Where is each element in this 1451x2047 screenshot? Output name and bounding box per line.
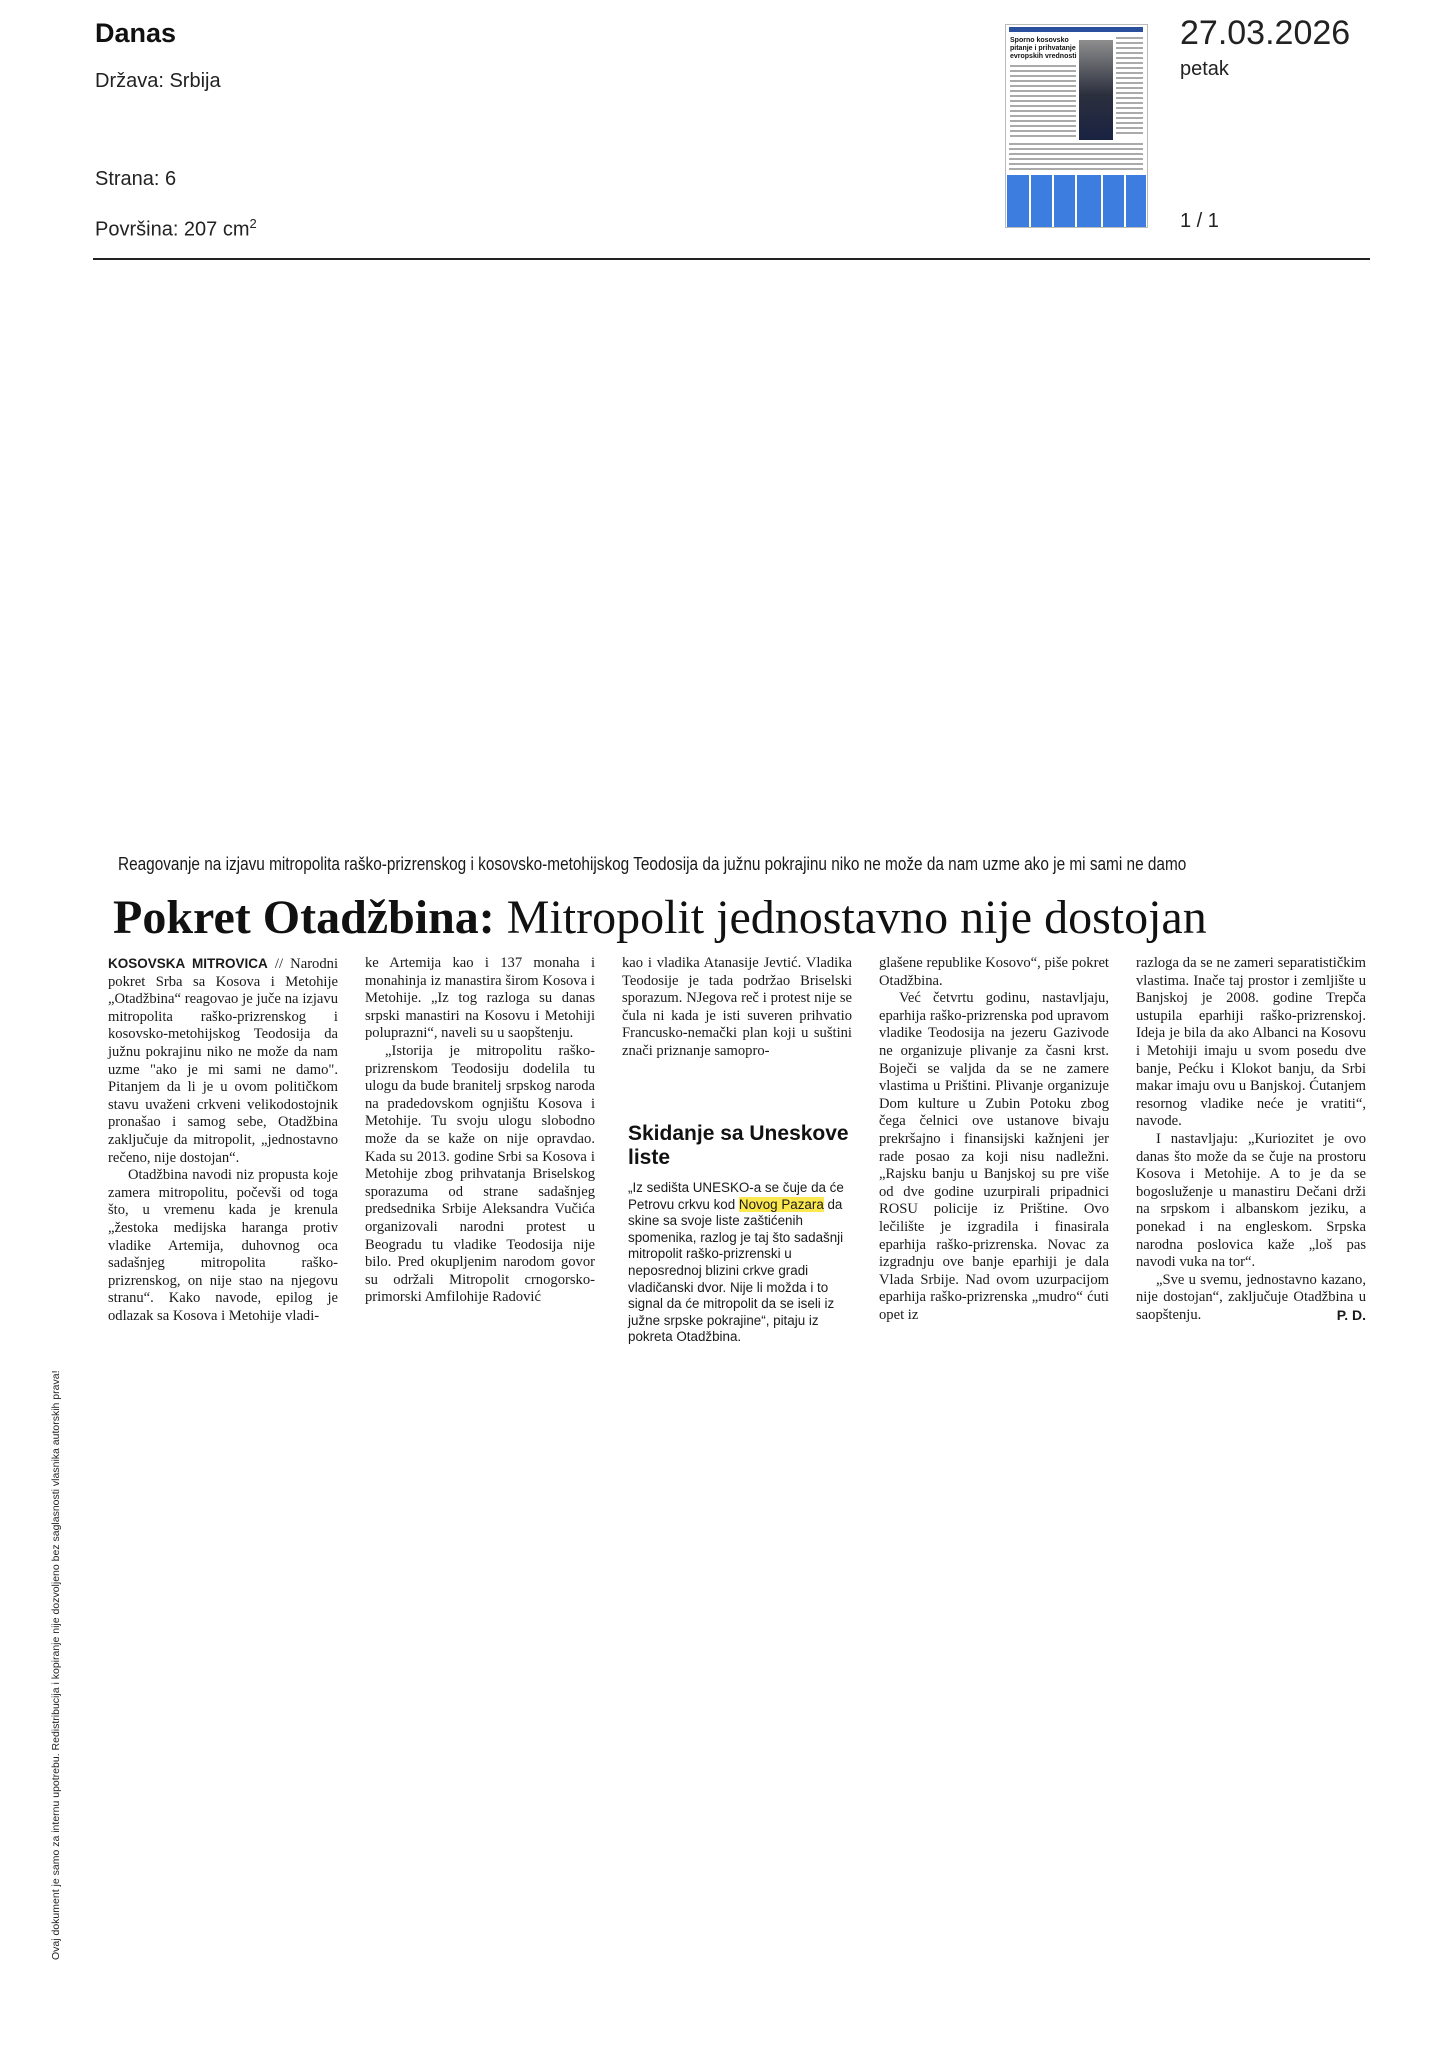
dateline: KOSOVSKA MITROVICA xyxy=(108,956,268,971)
copyright-note: Ovaj dokument je samo za internu upotrebu. Redistribucija i kopiranje nije dozvoljeno bez saglasnosti vlasnika autorskih prava! xyxy=(50,1370,62,1960)
paragraph: Otadžbina navodi niz propusta koje zamera mitropolitu, počevši od toga što, u vremenu kada je krenula „žestoka medijska haranga protiv vladike Artemija, duhovnog oca sadašnjeg mitropolita raško-prizrenskog, on nije stao na njegovu stranu“. Kako navode, epilog je odlazak sa Kosova i Metohije vladi- xyxy=(108,1167,338,1324)
paragraph: ke Artemija kao i 137 monaha i monahinja iz manastira širom Kosova i Metohije. „Iz tog razloga su danas srpski manastiri na Kosovu i Metohiji poluprazni“, naveli su u saopštenju. xyxy=(365,955,595,1042)
thumbnail-side-text xyxy=(1116,37,1143,137)
headline-rest: Mitropolit jednostavno nije dostojan xyxy=(506,891,1207,944)
weekday: petak xyxy=(1180,58,1229,80)
area-unit-exponent: 2 xyxy=(249,216,257,231)
author-signature: P. D. xyxy=(1336,1306,1366,1323)
column-2 xyxy=(365,955,595,1307)
paragraph: kao i vladika Atanasije Jevtić. Vladika Teodosije je tada podržao Briselski sporazum. NJegova reč i protest nije se čula ni kada je isti suveren prihvatio Francusko-nemački plan koji u suštini znači priznanje samopro- xyxy=(622,955,852,1059)
page-label: Strana: 6 xyxy=(95,168,177,190)
column-1 xyxy=(108,955,338,1325)
thumbnail-headline: Sporno kosovsko pitanje i prihvatanje evropskih vrednosti xyxy=(1010,37,1077,60)
paragraph-text: Narodni pokret Srba sa Kosova i Metohije „Otadžbina“ reagovao je juče na izjavu mitropolita raško-prizrenskog i kosovsko-metohijskog Teodosija da južnu pokrajinu niko ne može da nam uzme "ako je mi sami ne damo". Pitanjem da li je u ovom političkom stavu uvaženi crkveni velikodostojnik pronašao i samog sebe, Otadžbina zaključuje da mitropolit, „jednostavno rečeno, nije dostojan“. xyxy=(108,956,338,1166)
paragraph: glašene republike Kosovo“, piše pokret Otadžbina. xyxy=(879,955,1109,989)
sidebar-text-part: „Iz sedišta UNESKO-a se čuje da će Petrovu crkvu kod xyxy=(628,1180,844,1212)
thumbnail-highlight-block xyxy=(1007,175,1146,227)
paragraph: razloga da se ne zameri separatističkim vlastima. Inače taj prostor i zemljište u Banjskoj je 2008. godine Trepča ustupila eparhiji raško-prizrenskoj. Ideja je bila da ako Albanci na Kosovu i Metohiji imaju u svom posedu dve banje, Pećku i Klokot banju, da Srbi makar imaju ovu u Banjskoj. Ćutanjem resornog vladike neće je vratiti“, navode. xyxy=(1136,955,1366,1130)
page-thumbnail[interactable] xyxy=(1005,24,1148,228)
thumbnail-bottom-text xyxy=(1009,143,1143,173)
paragraph-text: „Sve u svemu, jednostavno kazano, nije dostojan“, zaključuje Otadžbina u saopštenju. xyxy=(1136,1271,1366,1323)
paragraph: „Istorija je mitropolitu raško-prizrenskom Teodosiju dodelila tu ulogu da bude branitelj srpskog naroda na pradedovskom ognjištu Kosova i Metohije. Tu svoju ulogu slobodno može da se kaže on nije opravdao. Kada su 2013. godine Srbi sa Kosova i Metohije zbog prihvatanja Briselskog sporazuma od strane sadašnjeg predsednika Srbije Aleksandra Vučića organizovali narodni protest u Beogradu tu vladike Teodosija nije bilo. Pred okupljenim narodom govor su održali Mitropolit crnogorsko-primorski Amfilohije Radović xyxy=(365,1042,595,1306)
paragraph xyxy=(1136,1272,1366,1325)
sidebar-box xyxy=(628,1122,850,1346)
publication-name: Danas xyxy=(95,18,177,48)
country-label: Država: Srbija xyxy=(95,70,221,92)
sidebar-text-part: da skine sa svoje liste zaštićenih spomenika, razlog je taj što sadašnji mitropolit raško-prizrenski u neposrednoj blizini crkve gradi vladičanski dvor. Nije li možda i to signal da će mitropolit da se iseli iz južne srpske pokrajine“, pitaju iz pokreta Otadžbina. xyxy=(628,1196,844,1345)
article-kicker: Reagovanje na izjavu mitropolita raško-prizrenskog i kosovsko-metohijskog Teodosija da južnu pokrajinu niko ne može da nam uzme ako je mi sami ne damo xyxy=(118,853,1187,874)
thumbnail-photo xyxy=(1079,40,1113,140)
thumbnail-body-text xyxy=(1010,65,1076,140)
highlighted-text: Novog Pazara xyxy=(738,1196,824,1212)
paragraph: Već četvrtu godinu, nastavljaju, eparhija raško-prizrenska pod upravom vladike Teodosija na jezeru Gazivode ne organizuje plivanje za časni krst. Boječi se valjda da se ne zamere vlastima u Prištini. Plivanje organizuje Dom kulture u Zubin Potoku zbog čega čelnici ove ustanove bivaju prekršajno i finansijski kažnjeni jer rade posao za koji nisu nadležni. „Rajsku banju u Banjskoj su pre više od dve godine uzurpirali pripadnici ROSU policije iz Prištine. Ovo lečilište je izgradila i finasirala eparhija raško-prizrenska. Novac za izgradnju ove banje eparhiji je dala Vlada Srbije. Nad ovom uzurpacijom eparhija raško-prizrenska „mudro“ ćuti opet iz xyxy=(879,990,1109,1323)
thumbnail-top-bar xyxy=(1009,27,1143,32)
paragraph: I nastavljaju: „Kuriozitet je ovo danas što može da se čuje na prostoru Kosova i Metohije. A to je da se bogosluženje u manastiru Dečani drži na srpskom i albanskom jeziku, a ponekad i na engleskom. Srpska narodna poslovica kaže „loš pas navodi vuka na tor“. xyxy=(1136,1130,1366,1271)
area-label xyxy=(95,216,257,242)
column-3 xyxy=(622,955,852,1061)
date: 27.03.2026 xyxy=(1180,14,1351,52)
article-headline xyxy=(113,890,1207,945)
header-divider xyxy=(93,258,1370,260)
paragraph: KOSOVSKA MITROVICA // Narodni pokret Srba sa Kosova i Metohije „Otadžbina“ reagovao je juče na izjavu mitropolita raško-prizrenskog i kosovsko-metohijskog Teodosija da južnu pokrajinu niko ne može da nam uzme "ako je mi sami ne damo". Pitanjem da li je u ovom političkom stavu uvaženi crkveni velikodostojnik pronašao i samog sebe, Otadžbina zaključuje da mitropolit, „jednostavno rečeno, nije dostojan“. xyxy=(108,956,338,1166)
page-count: 1 / 1 xyxy=(1180,210,1219,232)
sidebar-text xyxy=(628,1180,850,1346)
column-4 xyxy=(879,955,1109,1324)
headline-bold: Pokret Otadžbina: xyxy=(113,891,495,944)
sidebar-title: Skidanje sa Uneskove liste xyxy=(628,1122,849,1169)
column-5 xyxy=(1136,955,1366,1324)
area-value: Površina: 207 cm xyxy=(95,218,250,241)
